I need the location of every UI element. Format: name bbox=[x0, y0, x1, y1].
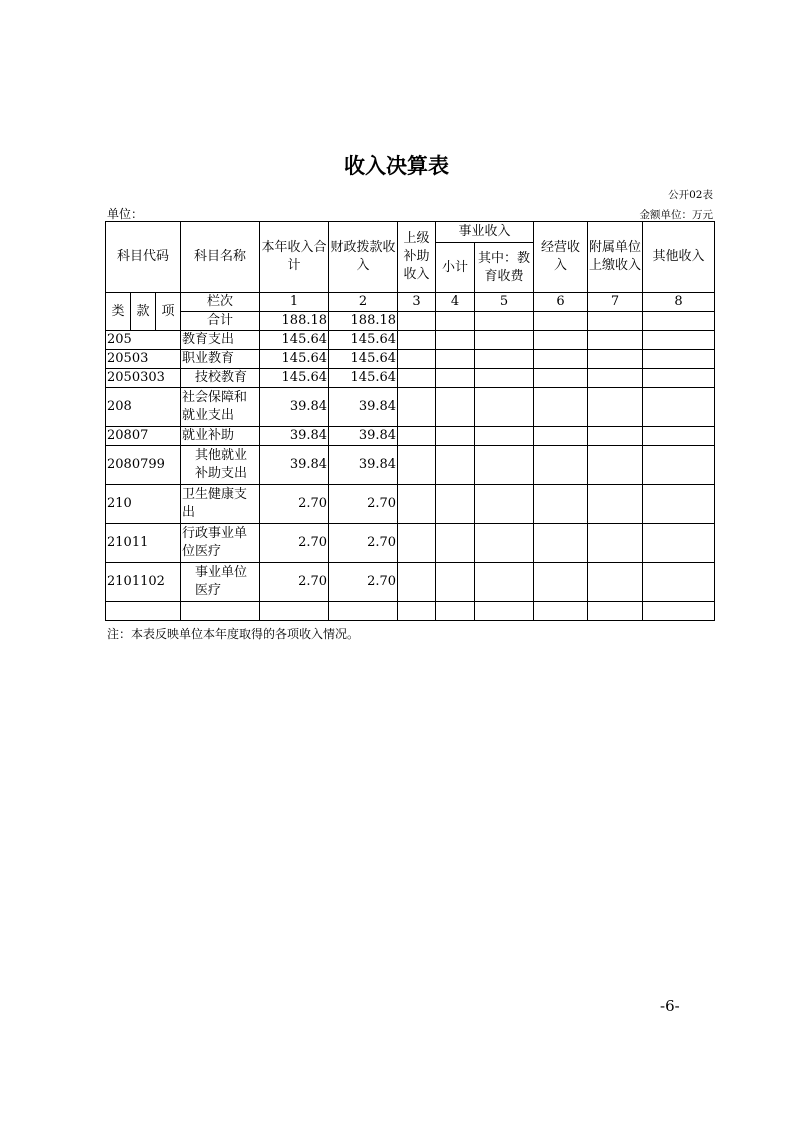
row-name: 其他就业补助支出 bbox=[181, 446, 260, 485]
header-superior: 上级补助收入 bbox=[398, 222, 436, 293]
row-code: 2080799 bbox=[106, 446, 181, 485]
empty-cell bbox=[588, 388, 643, 427]
row-fiscal: 2.70 bbox=[329, 563, 398, 602]
header-affiliated: 附属单位上缴收入 bbox=[588, 222, 643, 293]
empty-cell bbox=[643, 331, 715, 350]
table-row bbox=[106, 369, 715, 388]
empty-cell bbox=[475, 388, 534, 427]
empty-cell bbox=[398, 427, 436, 446]
empty-cell bbox=[588, 446, 643, 485]
header-lei: 类 bbox=[106, 293, 131, 331]
col-num: 7 bbox=[588, 293, 643, 312]
empty-cell bbox=[534, 388, 588, 427]
empty-cell bbox=[398, 524, 436, 563]
empty-cell bbox=[588, 563, 643, 602]
header-xiang: 项 bbox=[156, 293, 181, 331]
row-fiscal: 145.64 bbox=[329, 350, 398, 369]
empty-cell bbox=[436, 563, 475, 602]
empty-cell bbox=[475, 427, 534, 446]
page-number: -6- bbox=[660, 997, 680, 1015]
empty-cell bbox=[475, 350, 534, 369]
col-num: 4 bbox=[436, 293, 475, 312]
empty-cell bbox=[643, 524, 715, 563]
table-row bbox=[106, 331, 715, 350]
empty-cell bbox=[436, 388, 475, 427]
header-operating: 经营收入 bbox=[534, 222, 588, 293]
row-fiscal: 39.84 bbox=[329, 446, 398, 485]
col-num: 8 bbox=[643, 293, 715, 312]
header-subtotal: 小计 bbox=[436, 243, 475, 293]
row-fiscal: 39.84 bbox=[329, 427, 398, 446]
empty-cell bbox=[643, 446, 715, 485]
header-edu-fee: 其中：教育收费 bbox=[475, 243, 534, 293]
row-fiscal: 39.84 bbox=[329, 388, 398, 427]
row-total: 145.64 bbox=[260, 369, 329, 388]
empty-cell bbox=[475, 563, 534, 602]
empty-cell bbox=[436, 331, 475, 350]
table-row bbox=[106, 485, 715, 524]
row-total: 145.64 bbox=[260, 350, 329, 369]
row-code: 21011 bbox=[106, 524, 181, 563]
empty-cell bbox=[398, 350, 436, 369]
empty-cell bbox=[398, 446, 436, 485]
row-total: 39.84 bbox=[260, 388, 329, 427]
empty-cell bbox=[534, 331, 588, 350]
empty-cell bbox=[436, 446, 475, 485]
header-name: 科目名称 bbox=[181, 222, 260, 293]
empty-cell bbox=[398, 563, 436, 602]
empty-cell bbox=[475, 331, 534, 350]
empty-row bbox=[106, 602, 715, 621]
col-num: 6 bbox=[534, 293, 588, 312]
empty-cell bbox=[436, 427, 475, 446]
row-name: 就业补助 bbox=[181, 427, 260, 446]
empty-cell bbox=[643, 350, 715, 369]
empty-cell bbox=[534, 427, 588, 446]
empty-cell bbox=[436, 369, 475, 388]
unit-label: 单位： bbox=[107, 207, 144, 221]
empty-cell bbox=[588, 524, 643, 563]
row-fiscal: 145.64 bbox=[329, 331, 398, 350]
row-name: 社会保障和就业支出 bbox=[181, 388, 260, 427]
row-name: 行政事业单位医疗 bbox=[181, 524, 260, 563]
row-total: 145.64 bbox=[260, 331, 329, 350]
table-row bbox=[106, 446, 715, 485]
header-other: 其他收入 bbox=[643, 222, 715, 293]
total-row-total: 188.18 bbox=[260, 312, 329, 331]
header-code: 科目代码 bbox=[106, 222, 181, 293]
empty-cell bbox=[534, 563, 588, 602]
header-kuan: 款 bbox=[131, 293, 156, 331]
table-row bbox=[106, 388, 715, 427]
total-label: 合计 bbox=[181, 312, 260, 331]
empty-cell bbox=[588, 350, 643, 369]
empty-cell bbox=[475, 369, 534, 388]
empty-cell bbox=[398, 388, 436, 427]
empty-cell bbox=[534, 446, 588, 485]
total-row-fiscal: 188.18 bbox=[329, 312, 398, 331]
form-number: 公开02表 bbox=[668, 189, 713, 201]
empty-cell bbox=[643, 563, 715, 602]
money-unit-label: 金额单位：万元 bbox=[639, 209, 713, 221]
empty-cell bbox=[398, 369, 436, 388]
empty-cell bbox=[475, 485, 534, 524]
col-num: 2 bbox=[329, 293, 398, 312]
page-title: 收入决算表 bbox=[344, 154, 449, 178]
header-column-index: 栏次 bbox=[181, 293, 260, 312]
row-total: 39.84 bbox=[260, 446, 329, 485]
empty-cell bbox=[643, 427, 715, 446]
row-name: 技校教育 bbox=[181, 369, 260, 388]
empty-cell bbox=[436, 485, 475, 524]
header-business-income: 事业收入 bbox=[436, 222, 534, 243]
col-num: 3 bbox=[398, 293, 436, 312]
empty-cell bbox=[588, 331, 643, 350]
empty-cell bbox=[398, 485, 436, 524]
empty-cell bbox=[475, 446, 534, 485]
row-total: 2.70 bbox=[260, 563, 329, 602]
empty-cell bbox=[436, 350, 475, 369]
col-num: 1 bbox=[260, 293, 329, 312]
empty-cell bbox=[534, 369, 588, 388]
row-code: 2101102 bbox=[106, 563, 181, 602]
row-code: 205 bbox=[106, 331, 181, 350]
row-fiscal: 145.64 bbox=[329, 369, 398, 388]
empty-cell bbox=[643, 485, 715, 524]
empty-cell bbox=[534, 350, 588, 369]
table-row bbox=[106, 524, 715, 563]
total-row bbox=[106, 312, 715, 331]
row-name: 事业单位医疗 bbox=[181, 563, 260, 602]
row-total: 2.70 bbox=[260, 485, 329, 524]
row-code: 2050303 bbox=[106, 369, 181, 388]
header-fiscal: 财政拨款收入 bbox=[329, 222, 398, 293]
row-code: 210 bbox=[106, 485, 181, 524]
empty-cell bbox=[588, 485, 643, 524]
row-name: 教育支出 bbox=[181, 331, 260, 350]
table-row bbox=[106, 563, 715, 602]
row-code: 208 bbox=[106, 388, 181, 427]
empty-cell bbox=[643, 369, 715, 388]
table-note: 注：本表反映单位本年度取得的各项收入情况。 bbox=[107, 627, 360, 641]
row-total: 2.70 bbox=[260, 524, 329, 563]
row-total: 39.84 bbox=[260, 427, 329, 446]
row-code: 20503 bbox=[106, 350, 181, 369]
empty-cell bbox=[534, 485, 588, 524]
row-fiscal: 2.70 bbox=[329, 524, 398, 563]
row-code: 20807 bbox=[106, 427, 181, 446]
row-fiscal: 2.70 bbox=[329, 485, 398, 524]
table-row bbox=[106, 427, 715, 446]
empty-cell bbox=[588, 369, 643, 388]
income-table bbox=[105, 221, 715, 621]
empty-cell bbox=[588, 427, 643, 446]
empty-cell bbox=[475, 524, 534, 563]
header-total: 本年收入合计 bbox=[260, 222, 329, 293]
empty-cell bbox=[643, 388, 715, 427]
row-name: 职业教育 bbox=[181, 350, 260, 369]
col-num: 5 bbox=[475, 293, 534, 312]
empty-cell bbox=[534, 524, 588, 563]
table-row bbox=[106, 350, 715, 369]
empty-cell bbox=[398, 331, 436, 350]
empty-cell bbox=[436, 524, 475, 563]
row-name: 卫生健康支出 bbox=[181, 485, 260, 524]
